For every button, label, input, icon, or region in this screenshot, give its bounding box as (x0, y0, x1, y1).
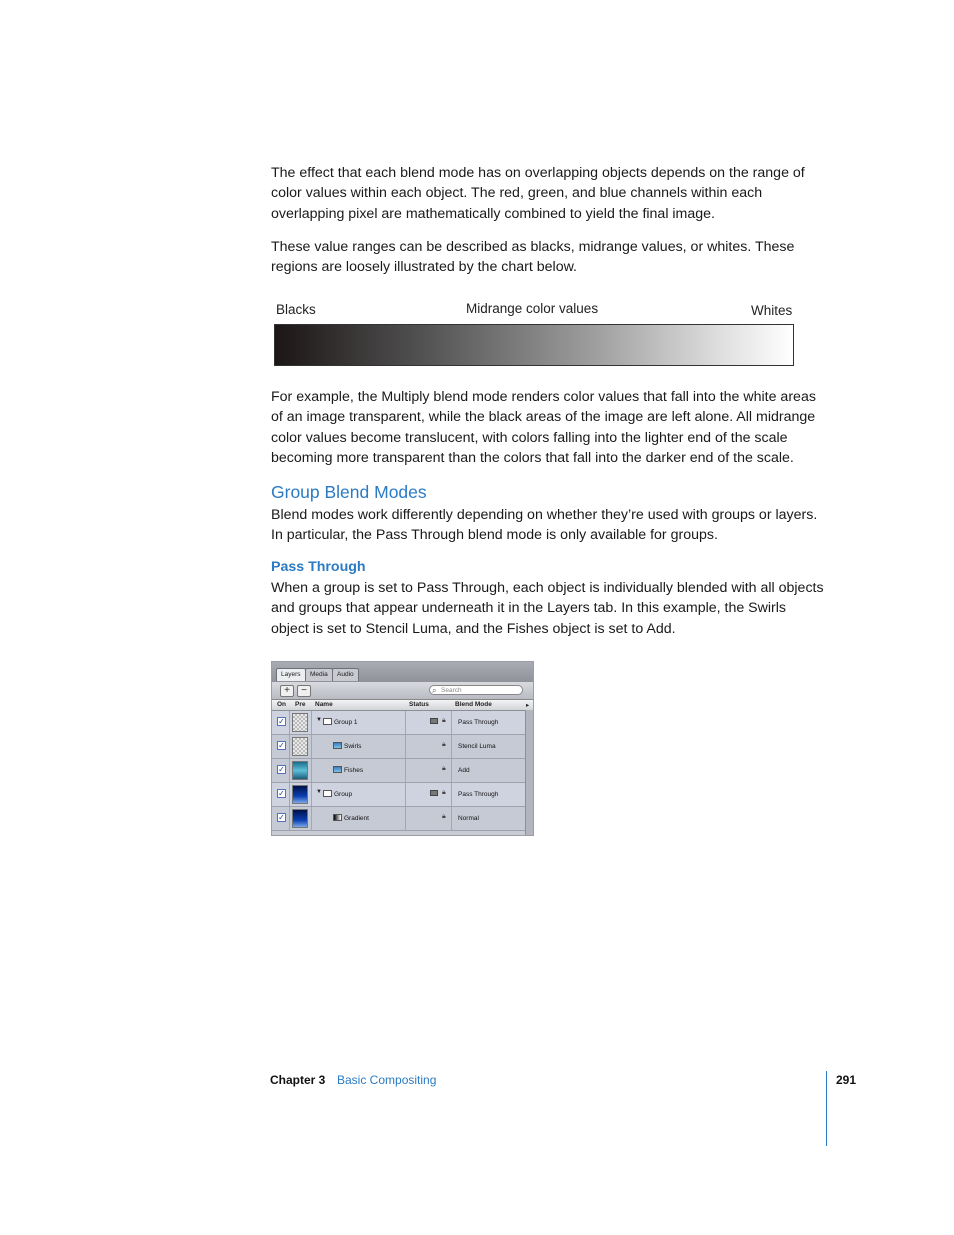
add-layer-button[interactable]: + (280, 685, 294, 697)
blend-mode-value[interactable]: Pass Through (458, 719, 499, 726)
layer-row[interactable] (272, 735, 525, 759)
layer-thumbnail (292, 785, 308, 804)
body-paragraph: Blend modes work differently depending on whether they’re used with groups or layers. In particular, the Pass Through blend mode is only available for groups. (271, 507, 818, 544)
page-number: 291 (836, 1073, 857, 1087)
layer-row[interactable] (272, 759, 525, 783)
body-paragraph: These value ranges can be described as blacks, midrange values, or whites. These regions are loosely illustrated by the chart below. (271, 239, 795, 276)
search-input[interactable] (429, 685, 523, 695)
column-header (272, 700, 533, 711)
footer-chapter: Chapter 3 (270, 1073, 326, 1087)
layer-thumbnail (292, 761, 308, 780)
disclosure-triangle-icon[interactable]: ▼ (316, 789, 322, 795)
enable-checkbox[interactable]: ✓ (278, 813, 285, 822)
layer-thumbnail (292, 809, 308, 828)
footer-divider (826, 1071, 827, 1146)
tab-audio[interactable]: Audio (332, 668, 359, 681)
body-paragraph: The effect that each blend mode has on overlapping objects depends on the range of color values within each object. The red, green, and blue channels within each overlapping pixel are mathematically combined to yield the final image. (271, 165, 805, 222)
gradient-icon (333, 814, 342, 821)
lock-icon[interactable]: 🔒︎ (442, 789, 446, 796)
gradient-bar (274, 324, 794, 366)
body-paragraph: When a group is set to Pass Through, each object is individually blended with all objects and groups that appear underneath it in the Layers tab. In this example, the Swirls object is set to Stencil Luma, and the Fishes object is set to Add. (271, 580, 824, 637)
blend-mode-value[interactable]: Pass Through (458, 791, 499, 798)
group-icon (323, 718, 332, 725)
layer-name: Gradient (344, 815, 369, 822)
tab-layers[interactable]: Layers (276, 668, 306, 681)
layer-row[interactable] (272, 711, 525, 735)
lock-icon[interactable]: 🔒︎ (442, 717, 446, 724)
lock-icon[interactable]: 🔒︎ (442, 813, 446, 820)
enable-checkbox[interactable]: ✓ (278, 789, 285, 798)
layer-thumbnail (292, 737, 308, 756)
midrange-label: Midrange color values (466, 301, 599, 316)
column-pre[interactable]: Pre (295, 701, 306, 708)
disclosure-triangle-icon[interactable]: ▼ (316, 717, 322, 723)
lock-icon[interactable]: 🔒︎ (442, 741, 446, 748)
layer-name: Group (334, 791, 353, 798)
layer-thumbnail (292, 713, 308, 732)
blacks-label: Blacks (276, 302, 316, 317)
column-status[interactable]: Status (409, 701, 429, 708)
remove-layer-button[interactable]: − (297, 685, 311, 697)
group-icon (323, 790, 332, 797)
tab-media[interactable]: Media (305, 668, 333, 681)
body-paragraph: For example, the Multiply blend mode renders color values that fall into the white areas of an image transparent, while the black areas of the image are left alone. All midrange color values become translucent, with colors falling into the lighter end of the scale becoming more transparent than the colors that fall into the darker end of the scale. (271, 389, 816, 466)
group-status-icon (430, 718, 438, 724)
subsection-heading: Pass Through (271, 559, 366, 575)
layer-row[interactable] (272, 783, 525, 807)
layer-name: Group 1 (334, 719, 358, 726)
panel-tab-bar (272, 662, 533, 682)
layer-name: Swirls (344, 743, 362, 750)
panel-toolbar (272, 682, 533, 700)
vertical-scrollbar[interactable] (525, 710, 534, 836)
group-status-icon (430, 790, 438, 796)
footer-chapter-title[interactable]: Basic Compositing (337, 1073, 437, 1087)
blend-mode-value[interactable]: Add (458, 767, 470, 774)
layer-row[interactable] (272, 807, 525, 831)
image-icon (333, 742, 342, 749)
enable-checkbox[interactable]: ✓ (278, 717, 285, 726)
column-blend-mode[interactable]: Blend Mode (455, 701, 492, 708)
image-icon (333, 766, 342, 773)
section-heading: Group Blend Modes (271, 482, 427, 502)
lock-icon[interactable]: 🔒︎ (442, 765, 446, 772)
blend-mode-value[interactable]: Normal (458, 815, 479, 822)
column-on[interactable]: On (277, 701, 287, 708)
search-placeholder: Search (441, 687, 462, 694)
column-menu-icon[interactable]: ▸ (526, 702, 530, 709)
enable-checkbox[interactable]: ✓ (278, 741, 285, 750)
blend-mode-value[interactable]: Stencil Luma (458, 743, 496, 750)
column-name[interactable]: Name (315, 701, 333, 708)
whites-label: Whites (751, 303, 793, 318)
enable-checkbox[interactable]: ✓ (278, 765, 285, 774)
layer-name: Fishes (344, 767, 364, 774)
layers-panel (271, 661, 534, 836)
search-icon: ⌕ (432, 686, 437, 695)
